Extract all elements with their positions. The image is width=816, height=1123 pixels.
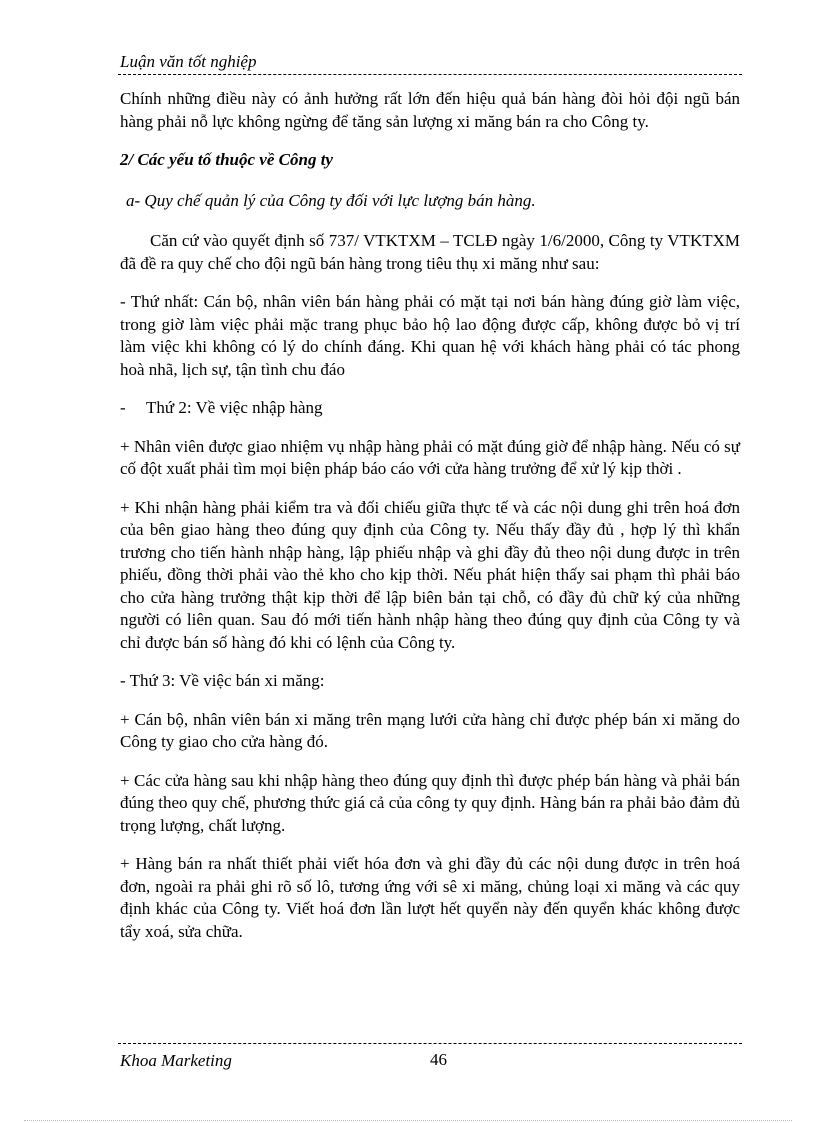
footer-divider xyxy=(118,1043,742,1044)
decision-paragraph: Căn cứ vào quyết định số 737/ VTKTXM – TCLĐ ngày 1/6/2000, Công ty VTKTXM đã đề ra quy chế cho đội ngũ bán hàng trong tiêu thụ xi măng như sau: xyxy=(120,231,740,273)
rule-1-paragraph: - Thứ nhất: Cán bộ, nhân viên bán hàng phải có mặt tại nơi bán hàng đúng giờ làm việc, trong giờ làm việc phải mặc trang phục bảo hộ lao động được cấp, không được bỏ vị trí làm việc khi không có lý do chính đáng. Khi quan hệ với khách hàng phải có tác phong hoà nhã, lịch sự, tận tình chu đáo xyxy=(120,292,740,379)
page-number: 46 xyxy=(430,1050,447,1069)
subsection-heading: a- Quy chế quản lý của Công ty đối với lực lượng bán hàng. xyxy=(126,190,536,210)
body-content xyxy=(120,88,740,959)
rule-3-paragraph-1: + Cán bộ, nhân viên bán xi măng trên mạng lưới cửa hàng chỉ được phép bán xi măng do Công ty giao cho cửa hàng đó. xyxy=(120,709,740,751)
rule-2-paragraph-2: + Khi nhận hàng phải kiểm tra và đối chiếu giữa thực tế và các nội dung ghi trên hoá đơn của bên giao hàng theo đúng quy định của Công ty. Nếu thấy đầy đủ , hợp lý thì khẩn trương cho tiến hành nhập hàng, lập phiếu nhập và ghi đầy đủ theo nội dung được in trên phiếu, đồng thời phải vào thẻ kho cho kịp thời. Nếu phát hiện thấy sai phạm thì phải báo cho cửa hàng trưởng thật kịp thời để lập biên bản tại chỗ, có đầy đủ chữ ký của những người có liên quan. Sau đó mới tiến hành nhập hàng theo đúng quy định của Công ty và chỉ được bán số hàng đó khi có lệnh của Công ty. xyxy=(120,497,740,652)
rule-3-paragraph-3: + Hàng bán ra nhất thiết phải viết hóa đơn và ghi đầy đủ các nội dung được in trên hoá đơn, ngoài ra phải ghi rõ số lô, tương ứng với sê xi măng, chủng loại xi măng và các quy định khác của Công ty. Viết hoá đơn lần lượt hết quyển này đến quyển khác không được tẩy xoá, sửa chữa. xyxy=(120,854,740,941)
rule-2-dash: - xyxy=(120,398,126,417)
rule-2-paragraph-1: + Nhân viên được giao nhiệm vụ nhập hàng phải có mặt đúng giờ để nhập hàng. Nếu có sự cố đột xuất phải tìm mọi biện pháp báo cáo với cửa hàng trưởng để xử lý kịp thời . xyxy=(120,436,740,478)
rule-3-paragraph-2: + Các cửa hàng sau khi nhập hàng theo đúng quy định thì được phép bán hàng và phải bán đúng theo quy chế, phương thức giá cả của công ty quy định. Hàng bán ra phải bảo đảm đủ trọng lượng, chất lượng. xyxy=(120,770,740,835)
section-heading: 2/ Các yếu tố thuộc về Công ty xyxy=(120,150,333,169)
rule-2-heading xyxy=(120,397,740,420)
header-divider xyxy=(118,74,742,75)
rule-3-heading: - Thứ 3: Về việc bán xi măng: xyxy=(120,671,325,690)
footer-department: Khoa Marketing xyxy=(120,1051,232,1070)
intro-paragraph: Chính những điều này có ảnh hưởng rất lớn đến hiệu quả bán hàng đòi hỏi đội ngũ bán hàng phải nỗ lực không ngừng để tăng sản lượng xi măng bán ra cho Công ty. xyxy=(120,89,740,131)
rule-2-title: Thứ 2: Về việc nhập hàng xyxy=(146,398,323,417)
page-bottom-border xyxy=(24,1120,792,1121)
running-header: Luận văn tốt nghiệp xyxy=(120,52,257,71)
